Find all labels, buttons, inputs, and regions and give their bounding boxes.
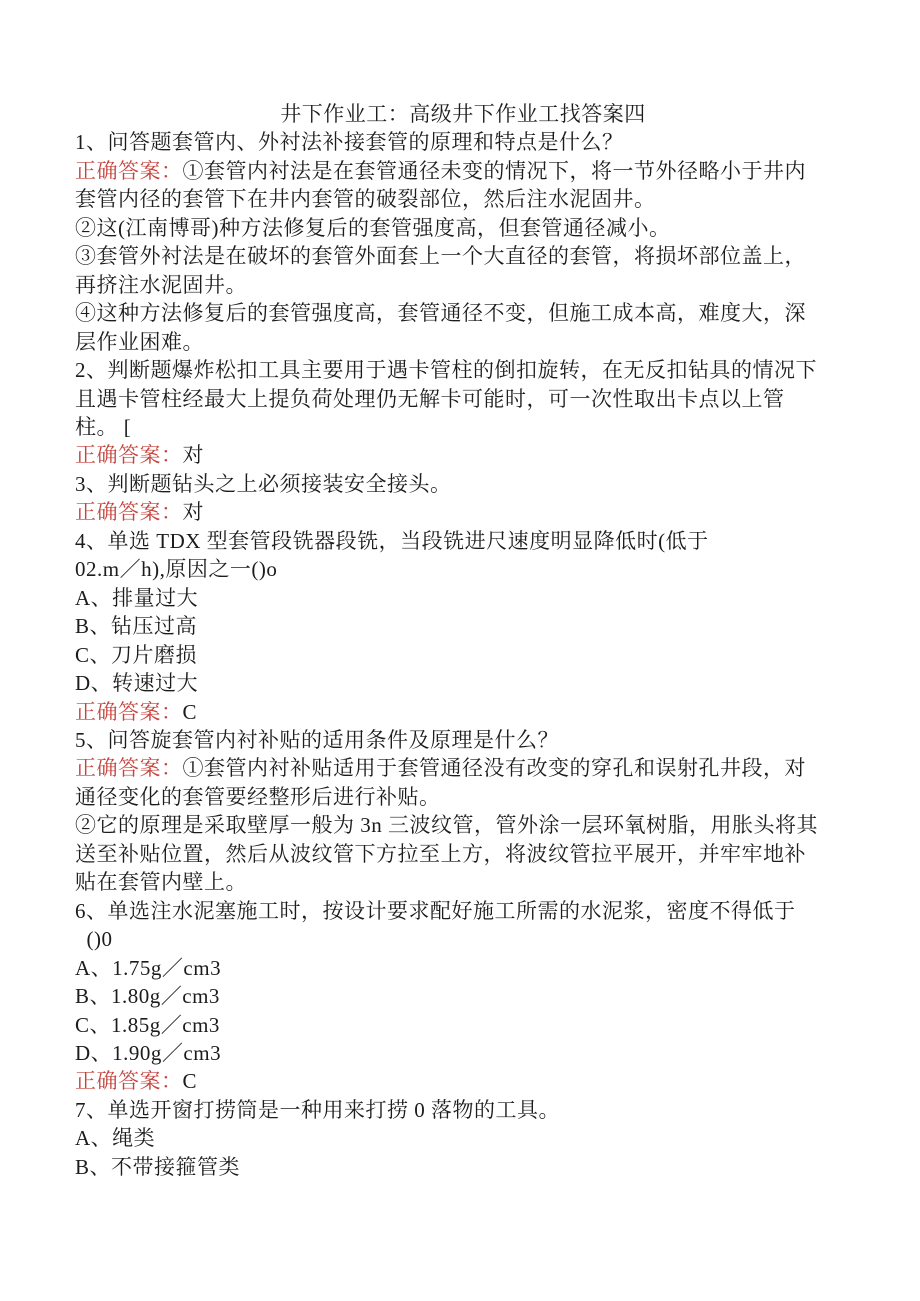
line-text: A、排量过大 bbox=[75, 585, 199, 610]
line-text: ②它的原理是采取壁厚一般为 3n 三波纹管，管外涂一层环氧树脂，用胀头将其 bbox=[75, 813, 818, 838]
document-line bbox=[75, 840, 851, 868]
line-text: A、1.75g／cm3 bbox=[75, 955, 222, 980]
line-text: 3、判断题钻头之上必须接装安全接头。 bbox=[75, 471, 452, 496]
answer-line bbox=[75, 1067, 851, 1095]
line-text: 6、单选注水泥塞施工时，按设计要求配好施工所需的水泥浆，密度不得低于 bbox=[75, 898, 796, 923]
line-text: 对 bbox=[182, 443, 204, 468]
line-text: 对 bbox=[182, 500, 204, 525]
line-text: 贴在套管内壁上。 bbox=[75, 870, 247, 895]
line-text: ①套管内衬法是在套管通径未变的情况下，将一节外径略小于井内 bbox=[182, 158, 806, 183]
document-line bbox=[75, 1039, 851, 1067]
answer-label: 正确答案： bbox=[75, 443, 183, 468]
document-line bbox=[75, 982, 851, 1010]
document-line bbox=[75, 868, 851, 896]
document-line bbox=[75, 470, 851, 498]
line-text: ③套管外衬法是在破坏的套管外面套上一个大直径的套管，将损坏部位盖上， bbox=[75, 244, 806, 269]
line-text: 且遇卡管柱经最大上提负荷处理仍无解卡可能时，可一次性取出卡点以上管 bbox=[75, 386, 785, 411]
line-text: A、绳类 bbox=[75, 1126, 156, 1151]
document-line bbox=[75, 1124, 851, 1152]
line-text: 柱。 [ bbox=[75, 414, 132, 439]
document-line bbox=[75, 783, 851, 811]
answer-line bbox=[75, 698, 851, 726]
document-line bbox=[75, 726, 851, 754]
line-text: 再挤注水泥固井。 bbox=[75, 272, 247, 297]
document-line bbox=[75, 897, 851, 925]
document-line bbox=[75, 1011, 851, 1039]
answer-label: 正确答案： bbox=[75, 699, 183, 724]
document-title: 井下作业工：高级井下作业工找答案四 bbox=[280, 102, 646, 126]
document-content bbox=[75, 100, 851, 1181]
document-line bbox=[75, 954, 851, 982]
document-line bbox=[75, 584, 851, 612]
answer-label: 正确答案： bbox=[75, 158, 183, 183]
line-text: 2、判断题爆炸松扣工具主要用于遇卡管柱的倒扣旋转，在无反扣钻具的情况下 bbox=[75, 358, 817, 383]
document-line bbox=[75, 612, 851, 640]
line-text: 02.m／h),原因之一()o bbox=[75, 557, 278, 582]
document-body bbox=[75, 128, 851, 1181]
line-text: ①套管内衬补贴适用于套管通径没有改变的穿孔和误射孔井段，对 bbox=[182, 756, 806, 781]
line-text: 送至补贴位置，然后从波纹管下方拉至上方，将波纹管拉平展开，并牢牢地补 bbox=[75, 841, 806, 866]
document-line bbox=[75, 271, 851, 299]
line-text: D、转速过大 bbox=[75, 671, 199, 696]
answer-line bbox=[75, 498, 851, 526]
answer-label: 正确答案： bbox=[75, 1069, 183, 1094]
answer-label: 正确答案： bbox=[75, 756, 183, 781]
line-text: 7、单选开窗打捞筒是一种用来打捞 0 落物的工具。 bbox=[75, 1097, 560, 1122]
document-line bbox=[75, 242, 851, 270]
line-text: C bbox=[182, 1069, 198, 1094]
answer-line bbox=[75, 157, 851, 185]
answer-line bbox=[75, 754, 851, 782]
document-line bbox=[75, 413, 851, 441]
line-text: 通径变化的套管要经整形后进行补贴。 bbox=[75, 784, 441, 809]
document-line bbox=[75, 214, 851, 242]
document-line bbox=[75, 328, 851, 356]
line-text: C、刀片磨损 bbox=[75, 642, 198, 667]
line-text: 1、问答题套管内、外衬法补接套管的原理和特点是什么？ bbox=[75, 130, 624, 155]
line-text: 5、问答旋套管内衬补贴的适用条件及原理是什么？ bbox=[75, 727, 559, 752]
line-text: D、1.90g／cm3 bbox=[75, 1040, 222, 1065]
document-line bbox=[75, 527, 851, 555]
line-text: ()0 bbox=[75, 927, 113, 952]
document-line bbox=[75, 669, 851, 697]
line-text: ④这种方法修复后的套管强度高，套管通径不变，但施工成本高，难度大，深 bbox=[75, 301, 806, 326]
answer-line bbox=[75, 441, 851, 469]
document-line bbox=[75, 1153, 851, 1181]
line-text: ②这(江南博哥)种方法修复后的套管强度高，但套管通径减小。 bbox=[75, 215, 671, 240]
line-text: 套管内径的套管下在井内套管的破裂部位，然后注水泥固井。 bbox=[75, 187, 656, 212]
line-text: B、1.80g／cm3 bbox=[75, 984, 220, 1009]
document-line bbox=[75, 356, 851, 384]
document-line bbox=[75, 641, 851, 669]
document-line bbox=[75, 1096, 851, 1124]
document-line bbox=[75, 128, 851, 156]
document-line bbox=[75, 185, 851, 213]
line-text: 层作业困难。 bbox=[75, 329, 204, 354]
line-text: C bbox=[182, 699, 198, 724]
document-line bbox=[75, 299, 851, 327]
line-text: C、1.85g／cm3 bbox=[75, 1012, 220, 1037]
document-line bbox=[75, 811, 851, 839]
answer-label: 正确答案： bbox=[75, 500, 183, 525]
document-line bbox=[75, 385, 851, 413]
line-text: 4、单选 TDX 型套管段铣器段铣，当段铣进尺速度明显降低时(低于 bbox=[75, 528, 709, 553]
line-text: B、钻压过高 bbox=[75, 614, 198, 639]
line-text: B、不带接箍管类 bbox=[75, 1154, 241, 1179]
document-line bbox=[75, 555, 851, 583]
document-line bbox=[75, 925, 851, 953]
